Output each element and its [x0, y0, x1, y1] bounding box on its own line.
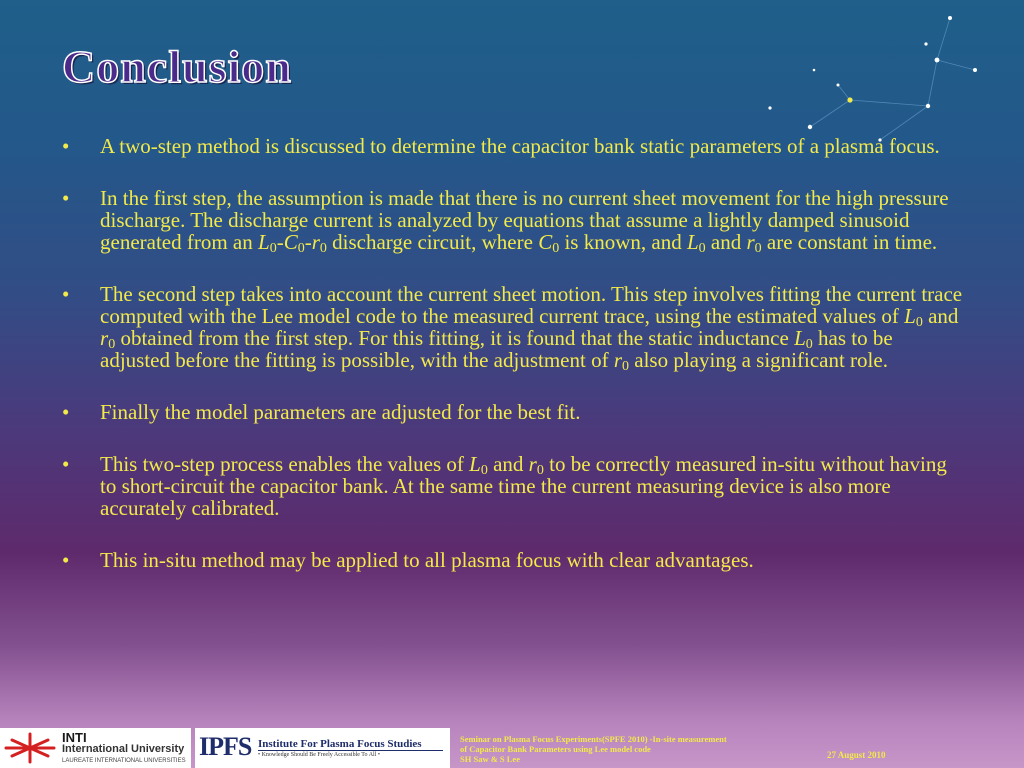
bullet-marker: •: [62, 452, 70, 476]
bullet-text: obtained from the first step. For this fitting, it is found that the static inductance: [115, 326, 795, 350]
seminar-line-1: Seminar on Plasma Focus Experiments(SPFE 2010) -In-site measurement: [460, 734, 727, 744]
bullet-text: L: [469, 452, 481, 476]
ipfs-abbr: IPFS: [199, 732, 252, 761]
bullet-text: L: [794, 326, 806, 350]
bullet-text: 0: [805, 337, 813, 352]
inti-affiliation: LAUREATE INTERNATIONAL UNIVERSITIES: [62, 758, 186, 764]
bullet-text: 0: [622, 359, 630, 374]
bullet-text: has to be adjusted before the fitting is possible, with the adjustment of: [100, 326, 893, 372]
bullet-text: to be correctly measured in-situ without having to short-circuit the capacitor bank. At the same time the current measuring device is also more accurately calibrated.: [100, 452, 947, 520]
bullet-item: [60, 549, 965, 571]
bullet-text: and: [487, 452, 529, 476]
bullet-text: L: [686, 230, 699, 254]
bullet-marker: •: [62, 548, 70, 572]
ipfs-tagline: • Knowledge Should Be Freely Accessible To All •: [258, 752, 380, 758]
bullet-text: 0: [297, 241, 305, 256]
inti-university-logo: [0, 728, 191, 768]
seminar-caption: [460, 734, 790, 764]
bullet-text: 0: [319, 241, 327, 256]
bullet-text: -: [304, 230, 312, 254]
bullet-marker: •: [62, 400, 70, 424]
bullet-marker: •: [62, 282, 70, 306]
ipfs-divider: [258, 750, 443, 751]
conclusion-bullet-list: [60, 135, 965, 601]
bullet-text: 0: [698, 241, 706, 256]
bullet-text: 0: [108, 337, 116, 352]
bullet-text: C: [538, 230, 553, 254]
inti-name: INTI: [62, 730, 87, 745]
bullet-text: L: [258, 230, 270, 254]
bullet-marker: •: [62, 134, 70, 158]
bullet-text: 0: [915, 315, 923, 330]
slide-date: 27 August 2010: [827, 750, 886, 760]
bullet-text: r: [311, 230, 320, 254]
bullet-text: 0: [536, 463, 544, 478]
seminar-line-2: of Capacitor Bank Parameters using Lee model code: [460, 744, 651, 754]
bullet-text: r: [746, 230, 755, 254]
bullet-item: [60, 401, 965, 423]
bullet-text: Finally the model parameters are adjusted for the best fit.: [100, 400, 581, 424]
bullet-item: [60, 282, 965, 374]
bullet-text: also playing a significant role.: [629, 348, 888, 372]
bullet-text: 0: [480, 463, 488, 478]
bullet-text: This in-situ method may be applied to all plasma focus with clear advantages.: [100, 548, 754, 572]
bullet-item: [60, 453, 965, 519]
bullet-marker: •: [62, 186, 70, 210]
bullet-item: [60, 186, 965, 256]
inti-star-icon: [2, 732, 58, 764]
bullet-text: The second step takes into account the current sheet motion. This step involves fitting the current trace computed with the Lee model code to the measured current trace, using the estimated values of: [100, 282, 963, 328]
bullet-text: discharge circuit, where: [326, 230, 539, 254]
bullet-text: A two-step method is discussed to determine the capacitor bank static parameters of a plasma focus.: [100, 134, 940, 158]
seminar-authors: SH Saw & S Lee: [460, 754, 520, 764]
bullet-text: r: [100, 326, 109, 350]
bullet-text: -: [276, 230, 284, 254]
bullet-text: L: [904, 304, 916, 328]
inti-full-name: International University: [62, 743, 185, 755]
bullet-item: [60, 135, 965, 157]
ipfs-logo: [195, 728, 450, 768]
bullet-text: 0: [552, 241, 560, 256]
bullet-text: r: [528, 452, 537, 476]
bullet-text: and: [705, 230, 747, 254]
bullet-text: 0: [269, 241, 277, 256]
bullet-text: C: [283, 230, 298, 254]
bullet-text: and: [922, 304, 959, 328]
bullet-text: 0: [754, 241, 762, 256]
bullet-text: r: [613, 348, 623, 372]
bullet-text: In the first step, the assumption is made that there is no current sheet movement for the high pressure discharge. The discharge current is analyzed by equations that assume a lightly damped sinusoid generated from an: [100, 186, 949, 254]
slide-title: Conclusion: [62, 41, 292, 92]
bullet-text: are constant in time.: [761, 230, 938, 254]
bullet-text: is known, and: [559, 230, 687, 254]
bullet-text: This two-step process enables the values of: [100, 452, 470, 476]
ipfs-full-name: Institute For Plasma Focus Studies: [258, 738, 422, 750]
